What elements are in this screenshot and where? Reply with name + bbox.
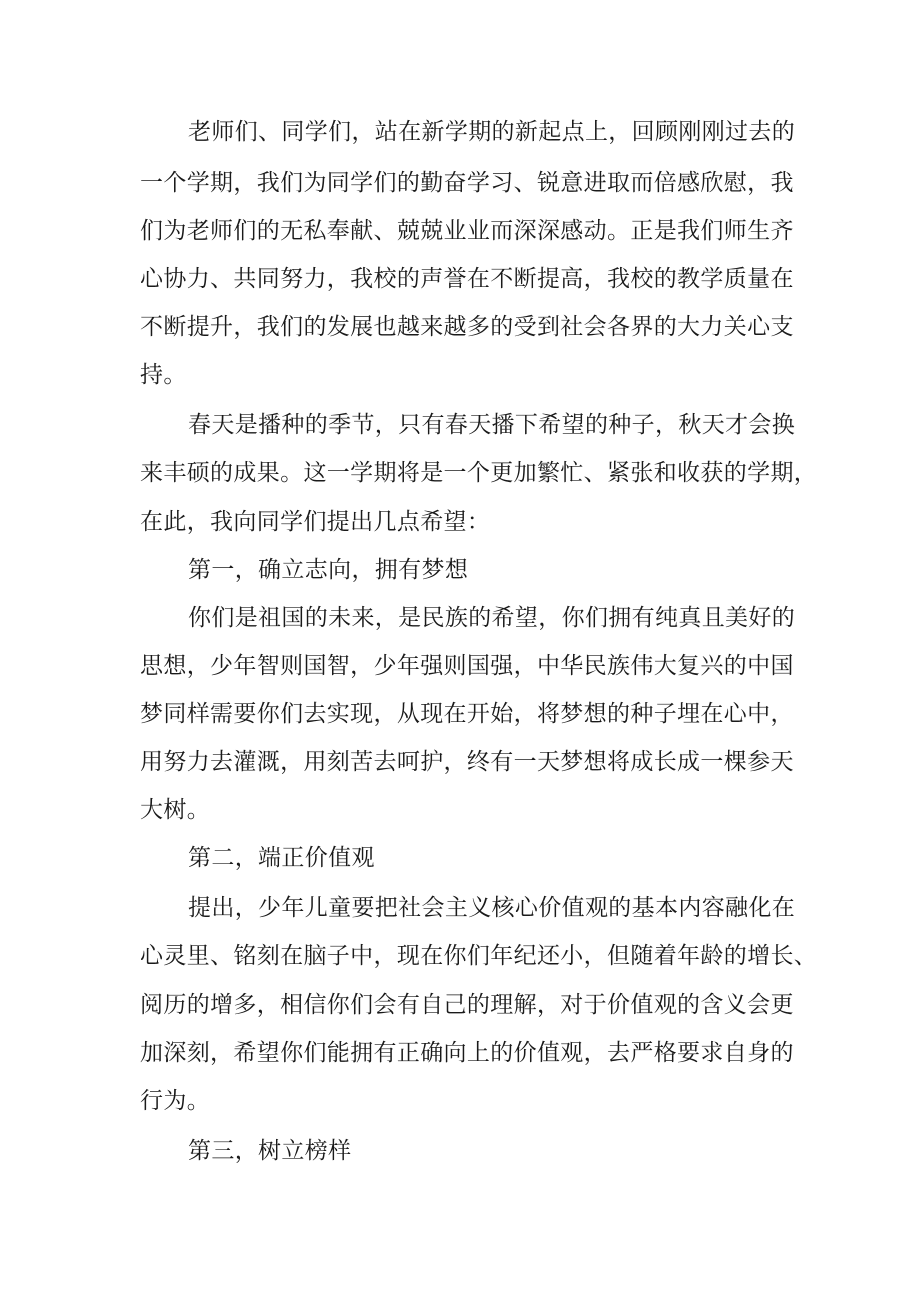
paragraph-3-line-3: 梦同样需要你们去实现，从现在开始，将梦想的种子埋在心中， [140, 701, 794, 727]
paragraph-2-line-1: 春天是播种的季节，只有春天播下希望的种子，秋天才会换 [188, 412, 796, 438]
paragraph-4-line-4: 加深刻，希望你们能拥有正确向上的价值观，去严格要求自身的 [140, 1040, 794, 1066]
paragraph-2-line-2: 来丰硕的成果。这一学期将是一个更加繁忙、紧张和收获的学期， [140, 460, 818, 486]
paragraph-2-line-3: 在此，我向同学们提出几点希望： [140, 509, 491, 535]
section-heading-1: 第一，确立志向，拥有梦想 [188, 557, 469, 583]
paragraph-3-line-1: 你们是祖国的未来，是民族的希望，你们拥有纯真且美好的 [188, 605, 796, 631]
paragraph-1-line-2: 一个学期，我们为同学们的勤奋学习、锐意进取而倍感欣慰，我 [140, 170, 794, 196]
paragraph-1-line-6: 持。 [140, 362, 187, 388]
paragraph-4-line-2: 心灵里、铭刻在脑子中，现在你们年纪还小，但随着年龄的增长、 [140, 943, 818, 969]
paragraph-3-line-2: 思想，少年智则国智，少年强则国强，中华民族伟大复兴的中国 [140, 653, 794, 679]
paragraph-1-line-5: 不断提升，我们的发展也越来越多的受到社会各界的大力关心支 [140, 314, 794, 340]
paragraph-1-line-3: 们为老师们的无私奉献、兢兢业业而深深感动。正是我们师生齐 [140, 218, 794, 244]
paragraph-1-line-4: 心协力、共同努力，我校的声誉在不断提高，我校的教学质量在 [140, 266, 794, 292]
paragraph-4-line-3: 阅历的增多，相信你们会有自己的理解，对于价值观的含义会更 [140, 992, 794, 1018]
paragraph-1-line-1: 老师们、同学们，站在新学期的新起点上，回顾刚刚过去的 [188, 119, 796, 145]
paragraph-3-line-4: 用努力去灌溉，用刻苦去呵护，终有一天梦想将成长成一棵参天 [140, 749, 794, 775]
section-heading-2: 第二，端正价值观 [188, 845, 375, 871]
paragraph-3-line-5: 大树。 [140, 797, 211, 823]
section-heading-3: 第三，树立榜样 [188, 1138, 352, 1164]
paragraph-4-line-1: 提出，少年儿童要把社会主义核心价值观的基本内容融化在 [188, 895, 796, 921]
paragraph-4-line-5: 行为。 [140, 1088, 211, 1114]
